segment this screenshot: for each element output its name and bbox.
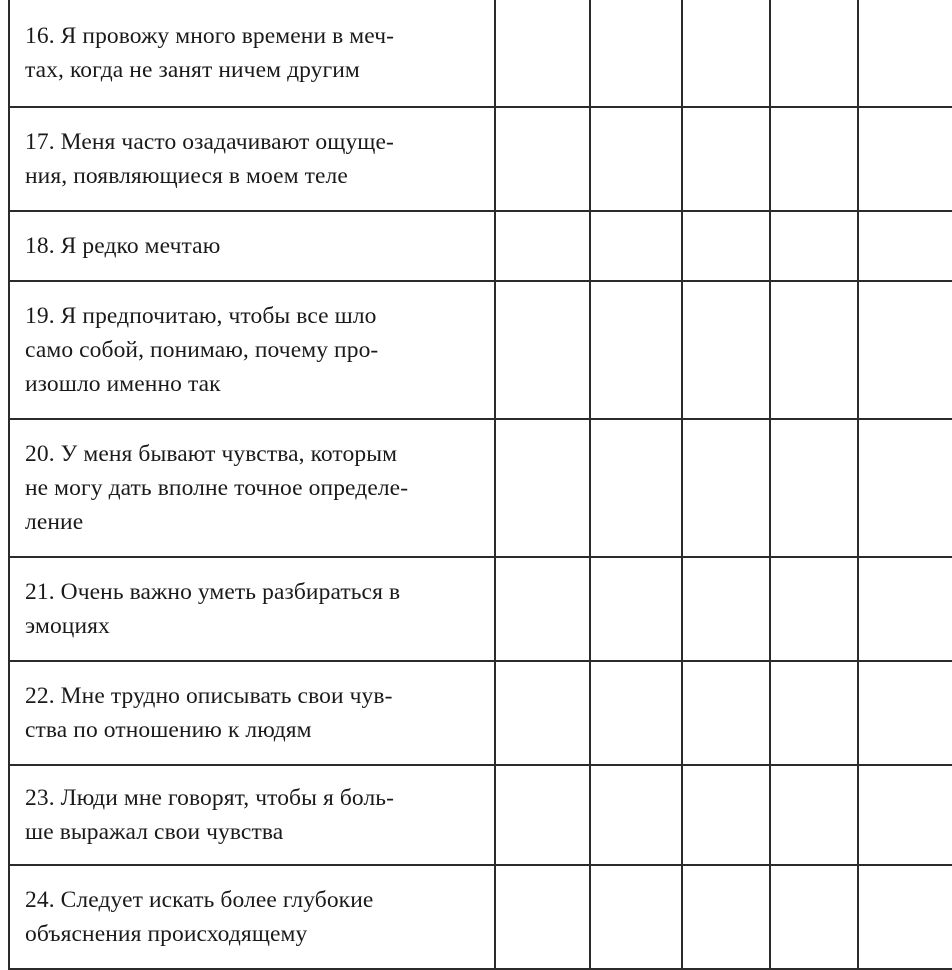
question-line: 19. Я предпочитаю, чтобы все шло	[25, 303, 377, 329]
question-text-23	[9, 765, 495, 865]
question-line: само собой, понимаю, почему про-	[25, 337, 379, 363]
answer-cell-23-2[interactable]	[590, 765, 682, 865]
question-line: 18. Я редко мечтаю	[25, 233, 221, 259]
answer-cell-19-3[interactable]	[682, 281, 770, 419]
question-line: 24. Следует искать более глубокие	[25, 887, 374, 913]
answer-cell-16-1[interactable]	[495, 0, 590, 107]
question-row-16	[9, 0, 952, 107]
question-text-21	[9, 557, 495, 661]
question-row-22	[9, 661, 952, 765]
question-line: ства по отношению к людям	[25, 717, 312, 743]
answer-cell-21-3[interactable]	[682, 557, 770, 661]
answer-cell-20-5[interactable]	[858, 419, 952, 557]
question-line: изошло именно так	[25, 371, 221, 397]
answer-cell-24-3[interactable]	[682, 865, 770, 969]
question-line: объяснения происходящему	[25, 921, 308, 947]
question-line: 21. Очень важно уметь разбираться в	[25, 579, 401, 605]
question-line: тах, когда не занят ничем другим	[25, 57, 360, 83]
answer-cell-18-1[interactable]	[495, 211, 590, 281]
answer-cell-20-1[interactable]	[495, 419, 590, 557]
question-line: эмоциях	[25, 613, 110, 639]
answer-cell-24-5[interactable]	[858, 865, 952, 969]
answer-cell-19-5[interactable]	[858, 281, 952, 419]
question-row-20	[9, 419, 952, 557]
answer-cell-20-2[interactable]	[590, 419, 682, 557]
answer-cell-21-2[interactable]	[590, 557, 682, 661]
answer-cell-21-1[interactable]	[495, 557, 590, 661]
answer-cell-19-4[interactable]	[770, 281, 858, 419]
question-line: ния, появляющиеся в моем теле	[25, 163, 348, 189]
answer-cell-16-2[interactable]	[590, 0, 682, 107]
question-row-17	[9, 107, 952, 211]
question-text-18	[9, 211, 495, 281]
answer-cell-24-4[interactable]	[770, 865, 858, 969]
answer-cell-16-4[interactable]	[770, 0, 858, 107]
question-line: ление	[25, 509, 84, 535]
answer-cell-23-1[interactable]	[495, 765, 590, 865]
question-line: 17. Меня часто озадачивают ощуще-	[25, 129, 394, 155]
questionnaire-table	[8, 0, 952, 970]
answer-cell-16-3[interactable]	[682, 0, 770, 107]
answer-cell-21-4[interactable]	[770, 557, 858, 661]
answer-cell-17-1[interactable]	[495, 107, 590, 211]
question-line: 23. Люди мне говорят, чтобы я боль-	[25, 785, 395, 811]
question-text-19	[9, 281, 495, 419]
question-row-19	[9, 281, 952, 419]
answer-cell-17-3[interactable]	[682, 107, 770, 211]
answer-cell-16-5[interactable]	[858, 0, 952, 107]
question-text-20	[9, 419, 495, 557]
answer-cell-17-2[interactable]	[590, 107, 682, 211]
answer-cell-20-3[interactable]	[682, 419, 770, 557]
answer-cell-20-4[interactable]	[770, 419, 858, 557]
answer-cell-22-4[interactable]	[770, 661, 858, 765]
question-line: 22. Мне трудно описывать свои чув-	[25, 683, 393, 709]
questionnaire-page	[8, 0, 952, 970]
answer-cell-19-1[interactable]	[495, 281, 590, 419]
answer-cell-23-3[interactable]	[682, 765, 770, 865]
question-row-23	[9, 765, 952, 865]
question-text-16	[9, 0, 495, 107]
answer-cell-23-4[interactable]	[770, 765, 858, 865]
answer-cell-22-2[interactable]	[590, 661, 682, 765]
answer-cell-24-1[interactable]	[495, 865, 590, 969]
question-text-22	[9, 661, 495, 765]
answer-cell-18-4[interactable]	[770, 211, 858, 281]
question-text-17	[9, 107, 495, 211]
question-line: не могу дать вполне точное определе-	[25, 475, 409, 501]
question-text-24	[9, 865, 495, 969]
answer-cell-18-2[interactable]	[590, 211, 682, 281]
question-row-21	[9, 557, 952, 661]
question-row-24	[9, 865, 952, 969]
answer-cell-22-1[interactable]	[495, 661, 590, 765]
answer-cell-18-5[interactable]	[858, 211, 952, 281]
answer-cell-23-5[interactable]	[858, 765, 952, 865]
answer-cell-19-2[interactable]	[590, 281, 682, 419]
question-line: ше выражал свои чувства	[25, 819, 284, 845]
question-row-18	[9, 211, 952, 281]
answer-cell-24-2[interactable]	[590, 865, 682, 969]
answer-cell-18-3[interactable]	[682, 211, 770, 281]
answer-cell-22-5[interactable]	[858, 661, 952, 765]
answer-cell-17-5[interactable]	[858, 107, 952, 211]
answer-cell-17-4[interactable]	[770, 107, 858, 211]
answer-cell-22-3[interactable]	[682, 661, 770, 765]
question-line: 20. У меня бывают чувства, которым	[25, 441, 398, 467]
question-line: 16. Я провожу много времени в меч-	[25, 23, 395, 49]
answer-cell-21-5[interactable]	[858, 557, 952, 661]
